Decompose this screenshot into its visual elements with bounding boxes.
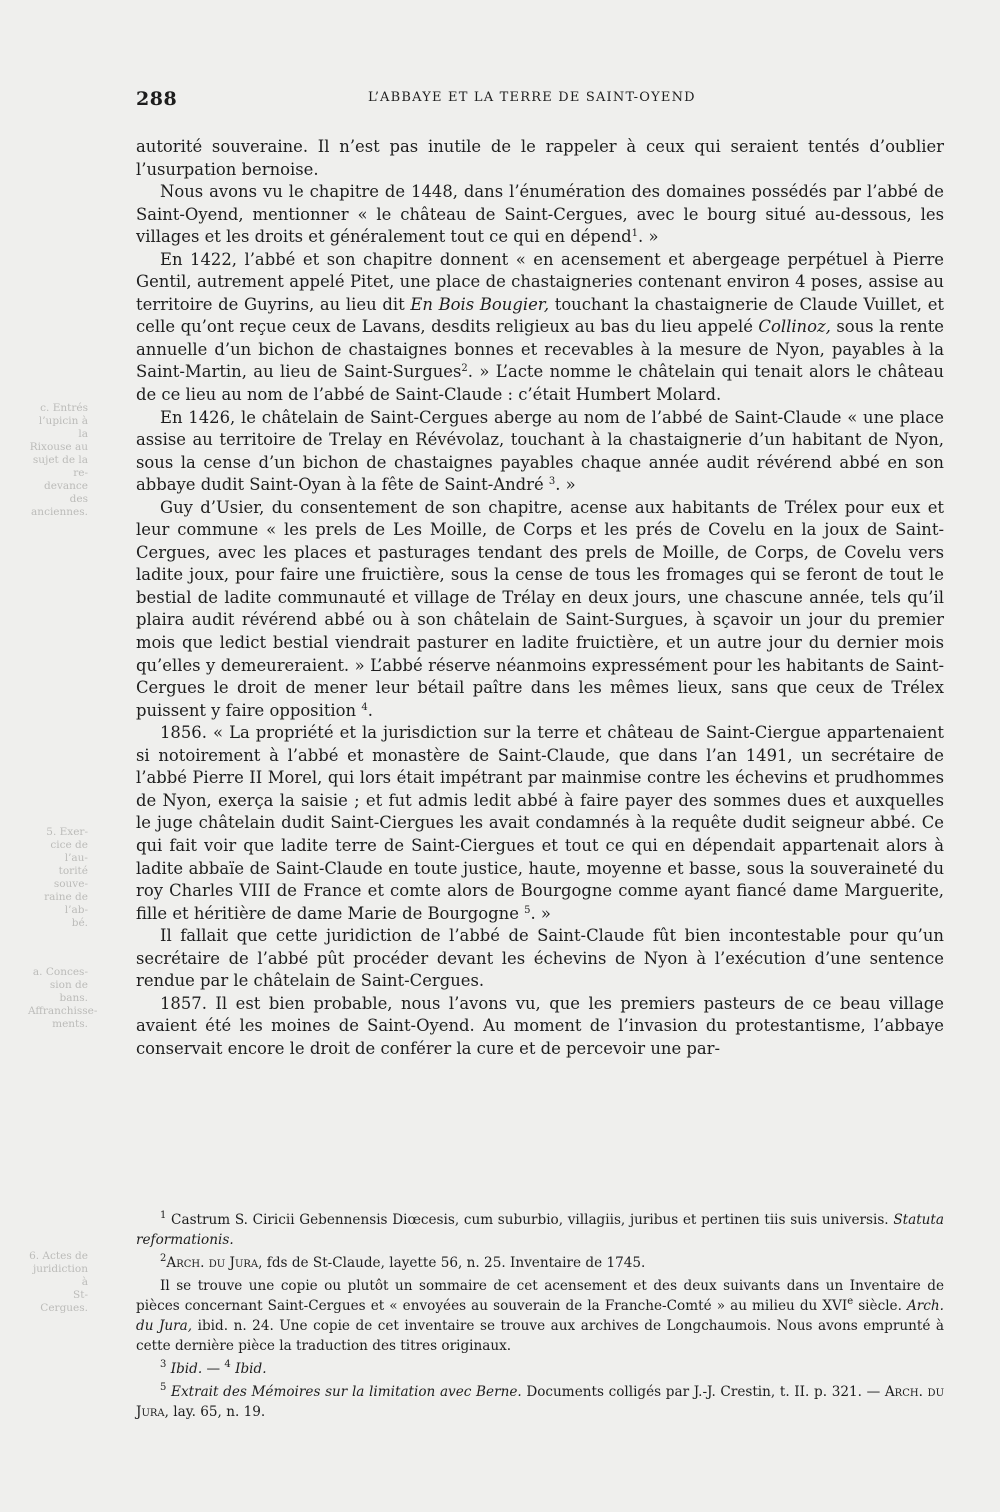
- paragraph-text: touchant la chastaignerie de Claude Vuillet, et celle qu’ont reçue ceux de Lavans, desdits religieux au bas du lieu appelé: [136, 294, 945, 337]
- footnote-mark: 1: [160, 1210, 167, 1221]
- footnote-text: Il se trouve une copie ou plutôt un sommaire de cet acensement et des deux suivants dans un Inventaire de pièces concernant Saint-Cergues et « envoyées au souverain de la Franche-Comté » au milieu du XVI: [136, 1278, 944, 1314]
- footnote-text: Castrum S. Ciricii Gebennensis Diœcesis, cum suburbio, villagiis, juribus et pertinen tiis suis universis.: [166, 1212, 894, 1228]
- paragraph-text: Il fallait que cette juridiction de l’abbé de Saint-Claude fût bien incontestable pour qu’un secrétaire de l’abbé pût procéder devant les échevins de Nyon à l’exécution d’une sentence rendue par le châtelain de Saint-Cergues.: [136, 926, 944, 991]
- italic-text: Ibid.: [170, 1361, 203, 1377]
- footnote-text: Documents colligés par J.-J. Crestin, t. II. p. 321. —: [521, 1384, 885, 1400]
- paragraph-8: [136, 993, 944, 1061]
- paragraph-text: .: [367, 700, 373, 720]
- paragraph-text: Nous avons vu le chapitre de 1448, dans l’énumération des domaines possédés par l’abbé de Saint-Oyend, mentionner « le château de Saint-Cergues, avec le bourg situé au-dessous, les villages et les droits et généralement tout ce qui en dépend: [136, 182, 944, 247]
- footnote-text: ibid. n. 24. Une copie de cet inventaire se trouve aux archives de Longchaumois. Nous avons emprunté à cette dernière pièce la traduction des titres originaux.: [136, 1318, 944, 1354]
- paragraph-text: . » L’acte nomme le châtelain qui tenait alors le château de ce lieu au nom de l’abbé de Saint-Claude : c’était Humbert Molard.: [136, 362, 944, 405]
- running-title: L’ABBAYE ET LA TERRE DE SAINT-OYEND: [368, 90, 696, 105]
- paragraph-text: 1856. « La propriété et la jurisdiction sur la terre et château de Saint-Ciergue appartenaient si notoirement à l’abbé et monastère de Saint-Claude, que dans l’an 1491, un secrétaire de l’abbé Pierre II Morel, qui lors était impétrant par mainmise contre les échevins et prudhommes de Nyon, exerça la saisie ; et fut admis ledit abbé à faire payer des sommes dues et auxquelles le juge châtelain dudit Saint-Ciergues les avait condamnés à la requête dudit seigneur abbé. Ce qui fait voir que ladite terre de Saint-Ciergues et tout ce qui en dépendait appartenait alors à ladite abbaïe de Saint-Claude en toute justice, haute, moyenne et basse, sous la souveraineté du roy Charles VIII de France et comte alors de Bourgogne comme ayant fiancé dame Marguerite, fille et héritière de dame Marie de Bourgogne: [136, 723, 944, 923]
- footnote-mark: 5: [160, 1382, 167, 1393]
- italic-text: Collinoz,: [758, 317, 831, 337]
- paragraph-2: [136, 181, 944, 249]
- footnote-mark: 2: [160, 1253, 167, 1264]
- paragraph-1: [136, 136, 944, 181]
- footnote-mark: 4: [224, 1359, 231, 1370]
- footnote-text: , fds de St-Claude, layette 56, n. 25. Inventaire de 1745.: [258, 1255, 646, 1271]
- paragraph-text: . »: [638, 227, 659, 247]
- paragraph-text: En 1426, le châtelain de Saint-Cergues aberge au nom de l’abbé de Saint-Claude « une place assise au territoire de Trelay en Révévolaz, touchant à la chastaignerie d’un habitant de Nyon, sous la cense d’un bichon de chastaignes payables chaque année audit révérend abbé en son abbaye dudit Saint-Oyan à la fête de Saint-André: [136, 407, 944, 495]
- paragraph-text: . »: [555, 475, 576, 495]
- footnote-2: [136, 1253, 944, 1273]
- footnote-text: , lay. 65, n. 19.: [164, 1404, 266, 1420]
- footnote-ref: 4: [361, 701, 368, 713]
- italic-text: En Bois Bougier,: [410, 294, 550, 314]
- italic-text: Ibid.: [235, 1361, 267, 1377]
- small-caps-text: Arch. du Jura: [136, 1384, 944, 1420]
- paragraph-5: [136, 497, 944, 722]
- page-header: [136, 88, 944, 114]
- paragraph-3: [136, 249, 944, 407]
- page-number: 288: [136, 88, 178, 110]
- show-through-left: c. Entrés l’upicin à la Rixouse au sujet de la re- devance des anciennes.: [29, 402, 88, 518]
- footnote-1: [136, 1210, 944, 1250]
- italic-text: Extrait des Mémoires sur la limitation avec Berne.: [171, 1384, 522, 1400]
- show-through-left: a. Conces- sion de bans. Affranchisse- ments.: [28, 966, 98, 1030]
- footnote-2-continued: [136, 1276, 944, 1356]
- footnote-text: siècle.: [853, 1298, 907, 1314]
- footnote-3-4: [136, 1359, 944, 1379]
- footnote-ref: 2: [461, 363, 468, 375]
- italic-text: Statuta reformationis.: [136, 1212, 944, 1248]
- paragraph-text: . »: [530, 903, 551, 923]
- paragraph-text: autorité souveraine. Il n’est pas inutile de le rappeler à ceux qui seraient tentés d’oublier l’usurpation bernoise.: [136, 137, 944, 179]
- show-through-left: 5. Exer- cice de l’au- torité souve- raine de l’ab- bé.: [44, 826, 88, 929]
- paragraph-text: 1857. Il est bien probable, nous l’avons vu, que les premiers pasteurs de ce beau village avaient été les moines de Saint-Oyend. Au moment de l’invasion du protestantisme, l’abbaye conservait encore le droit de conférer la cure et de percevoir une par-: [136, 993, 944, 1058]
- separator: —: [202, 1361, 225, 1377]
- superscript: e: [847, 1296, 854, 1307]
- main-text: [136, 136, 944, 1060]
- show-through-left: 6. Actes de juridiction à St-Cergues.: [29, 1250, 88, 1314]
- footnote-ref: 5: [524, 904, 531, 916]
- footnote-5: [136, 1382, 944, 1422]
- footnote-ref: 1: [631, 228, 639, 240]
- small-caps-text: Arch. du Jura: [166, 1255, 259, 1271]
- footnote-mark: 3: [160, 1359, 167, 1370]
- paragraph-7: [136, 925, 944, 993]
- paragraph-4: [136, 407, 944, 497]
- footnotes: [136, 1210, 944, 1425]
- paragraph-text: sous la rente annuelle d’un bichon de chastaignes bonnes et recevables à la mesure de Nyon, payables à la Saint-Martin, au lieu de Saint-Surgues: [136, 317, 944, 382]
- paragraph-text: Guy d’Usier, du consentement de son chapitre, acense aux habitants de Trélex pour eux et leur commune « les prels de Les Moille, de Corps et les prés de Covelu en la joux de Saint-Cergues, avec les places et pasturages tendant des prels de Moille, de Corps, de Covelu vers ladite joux, pour faire une fruictière, sous la cense de tous les fromages qui se feront de tout le bestial de ladite communauté et village de Trélay en deux jours, une chascune année, tels qu’il plaira audit révérend abbé ou à son châtelain de Saint-Surgues, à sçavoir un jour du premier mois que ledict bestial viendrait pasturer en ladite fruictière, et un autre jour du dernier mois qu’elles y demeureraient. » L’abbé réserve néanmoins expressément pour les habitants de Saint-Cergues le droit de mener leur bétail paître dans les mêmes lieux, sans que ceux de Trélex puissent y faire opposition: [136, 497, 944, 720]
- footnote-ref: 3: [548, 476, 556, 488]
- paragraph-text: En 1422, l’abbé et son chapitre donnent « en acensement et abergeage perpétuel à Pierre Gentil, autrement appelé Pitet, une place de chastaigneries contenant environ 4 poses, assise au territoire de Guyrins, au lieu dit: [136, 249, 944, 314]
- italic-text: Arch. du Jura,: [136, 1298, 944, 1334]
- paragraph-6: [136, 722, 944, 925]
